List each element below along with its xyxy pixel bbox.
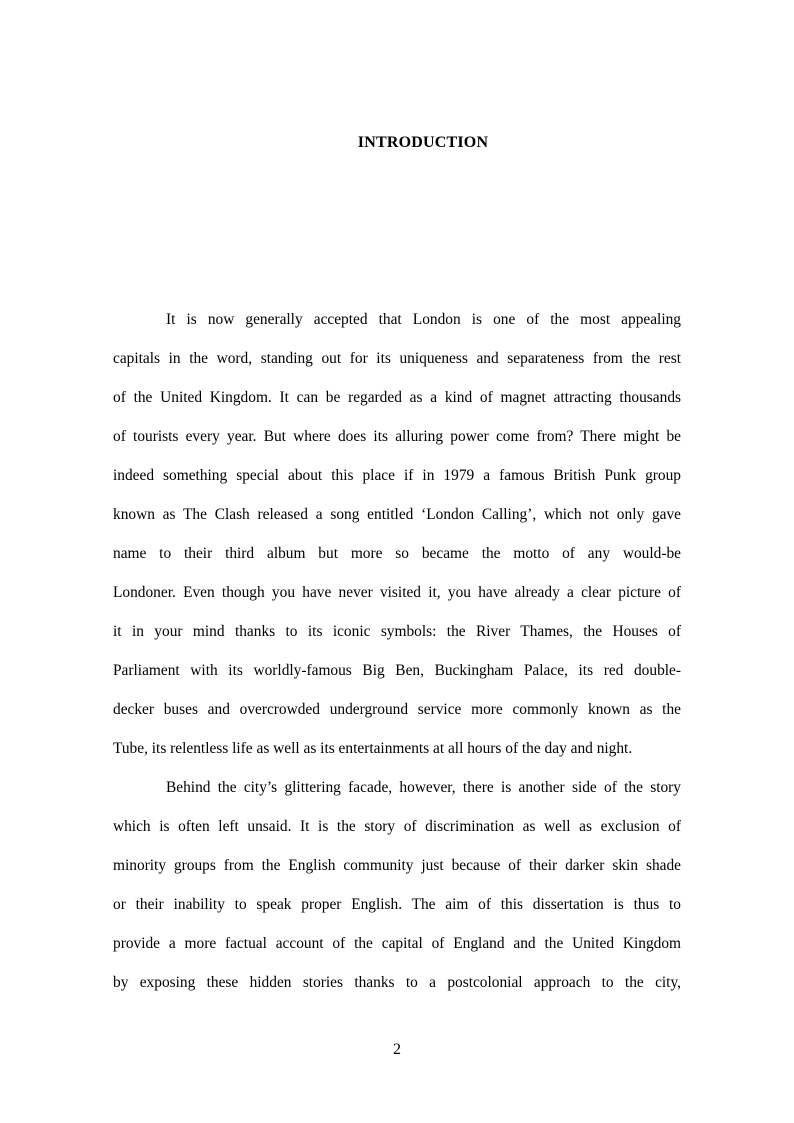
text-line: by exposing these hidden stories thanks to a postcolonial approach to the city, — [113, 974, 681, 991]
text-line: decker buses and overcrowded underground service more commonly known as the — [113, 701, 681, 718]
text-line: known as The Clash released a song entitled ‘London Calling’, which not only gave — [113, 506, 681, 523]
text-line: Parliament with its worldly-famous Big Ben, Buckingham Palace, its red double- — [113, 662, 681, 679]
text-line: of tourists every year. But where does its alluring power come from? There might be — [113, 428, 681, 445]
paragraph-2 — [113, 776, 681, 1010]
text-line: or their inability to speak proper English. The aim of this dissertation is thus to — [113, 896, 681, 913]
text-line: minority groups from the English community just because of their darker skin shade — [113, 857, 681, 874]
text-line: Londoner. Even though you have never visited it, you have already a clear picture of — [113, 584, 681, 601]
text-line: which is often left unsaid. It is the story of discrimination as well as exclusion of — [113, 818, 681, 835]
text-line: Tube, its relentless life as well as its entertainments at all hours of the day and night. — [113, 740, 633, 757]
text-line: name to their third album but more so became the motto of any would-be — [113, 545, 681, 562]
text-line: It is now generally accepted that London is one of the most appealing — [166, 311, 681, 328]
paragraph-1 — [113, 308, 681, 776]
text-line: it in your mind thanks to its iconic symbols: the River Thames, the Houses of — [113, 623, 681, 640]
text-line: indeed something special about this place if in 1979 a famous British Punk group — [113, 467, 681, 484]
text-line: provide a more factual account of the capital of England and the United Kingdom — [113, 935, 681, 952]
text-line: capitals in the word, standing out for its uniqueness and separateness from the rest — [113, 350, 681, 367]
text-line: Behind the city’s glittering facade, however, there is another side of the story — [166, 779, 681, 796]
chapter-heading: INTRODUCTION — [357, 134, 489, 151]
body-text — [113, 308, 681, 1010]
text-line: of the United Kingdom. It can be regarded as a kind of magnet attracting thousands — [113, 389, 681, 406]
page-number: 2 — [393, 1041, 401, 1058]
